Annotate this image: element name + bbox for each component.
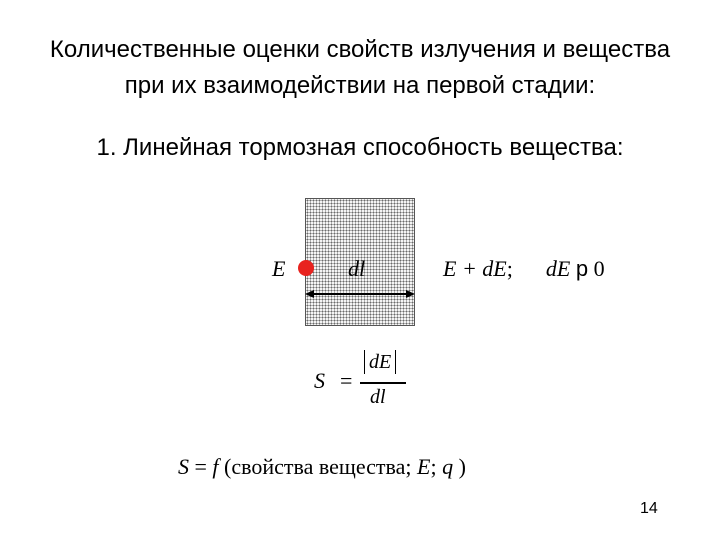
eq1-zero: 0 [593,256,605,281]
title-line-1: Количественные оценки свойств излучения и вещества [49,36,671,63]
bottom-eq: = [189,454,213,479]
formula-denominator: dl [370,386,386,408]
section-heading: 1. Линейная тормозная способность вещества: [96,134,624,161]
bottom-open: (свойства вещества; [218,454,418,479]
fraction-bar [360,382,406,384]
slide-title [0,32,720,104]
formula-equals: = [340,368,353,393]
stopping-power-formula [312,346,412,416]
eq1-dE: dE [545,256,571,281]
formula-lhs: S [314,368,325,393]
dependency-statement [178,454,466,480]
title-line-2: при их взаимодействии на первой стадии: [124,72,596,99]
particle-dot [298,260,314,276]
eq1-relation: p [575,256,589,281]
bottom-q: q [442,454,454,479]
length-arrow [305,286,415,302]
page-number: 14 [640,500,658,517]
bottom-sep: ; [430,454,443,479]
eq1-separator: ; [506,256,513,281]
energy-change-equation [443,256,605,282]
formula-numerator: dE [364,350,396,374]
bottom-f: f [212,454,219,479]
bottom-close: ) [453,454,466,479]
length-label: dl [348,256,366,281]
bottom-E: E [417,454,431,479]
energy-label: E [272,256,286,281]
eq1-energy-sum: E + dE [443,256,507,281]
bottom-S: S [178,454,189,479]
